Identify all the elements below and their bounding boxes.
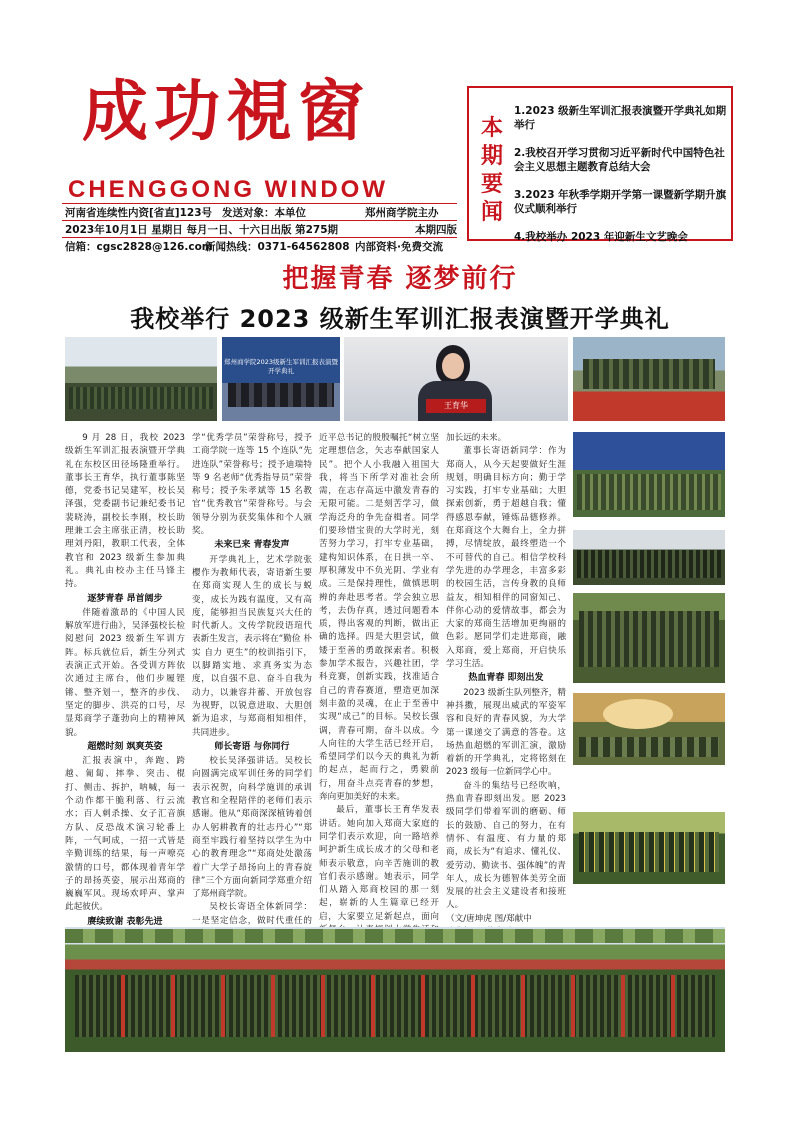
masthead-info-line-2 — [65, 222, 457, 237]
headline-item[interactable]: 3.2023 年秋季学期开学第一课暨新学期升旗仪式顺利举行 — [514, 189, 727, 215]
issue-date: 2023年10月1日 星期日 每月一日、十六日出版 第275期 — [65, 224, 339, 236]
photo-march-formation — [573, 530, 725, 585]
article-column-2 — [192, 432, 312, 926]
article-paragraph: 董事长寄语新同学：作为郑商人，从今天起要做好生涯规划，明确目标方向；勤于学习实践，打牢专业基础；大胆探索创新，勇于超越自我；懂得感恩奉献，锤炼品德修养。在郑商这个大舞台上，全力拼搏，尽情绽放，最终塑造一个不可替代的自己。相信学校科学先进的办学理念，丰富多彩的校园生活，言传身教的良师益友，相知相伴的同窗知己、伴你心动的爱情故事，都会为大家的郑商生活增加更绚丽的色彩。愿同学们走进郑商，融入郑商，爱上郑商，开启快乐学习生活。 — [446, 446, 566, 670]
photo-panorama-formation — [65, 927, 725, 1052]
email: 信箱：cgsc2828@126.com — [65, 241, 213, 253]
article-column-4 — [446, 432, 566, 922]
headline-item[interactable]: 2.我校召开学习贯彻习近平新时代中国特色社会主义思想主题教育总结大会 — [514, 147, 725, 173]
masthead-english: CHENGGONG WINDOW — [68, 176, 388, 203]
section-heading: 师长寄语 与你同行 — [214, 741, 290, 752]
photo-award-ceremony — [573, 337, 725, 421]
article-column-3 — [319, 432, 439, 922]
article-paragraph: 伴随着激昂的《中国人民解放军进行曲》，吴泽强校长检阅慰问 2023 级新生军训方阵。标兵就位后，新生分列式表演正式开始。各受训方阵依次通过主席台，他们步履铿锵、整齐划一，整齐的步伐、坚定的脚步、洪亮的口号，尽显郑商学子蓬勃向上的精神风貌。 — [65, 607, 185, 738]
article-paragraph: 加长远的未来。 — [446, 433, 507, 443]
article-paragraph: 奋斗的集结号已经吹响，热血青春即刻出发。愿 2023 级同学们带着军训的磨砺、师长的鼓励、自己的努力，在有情怀、有温度、有力量的郑商，成长为“有追求、懂礼仪、爱劳动、勤读书、强体魄”的青年人，成长为德智体美劳全面发展的社会主义建设者和接班人。 — [446, 780, 566, 911]
internal-note: 内部资料·免费交流 — [355, 241, 443, 253]
article-paragraph: 开学典礼上，艺术学院张櫻作为教师代表，寄语新生要在郑商实现人生的成长与蜕变，成长为践有温度，又有高度，能够担当民族复兴大任的时代新人。文传学院段语瑄代表新生发言，表示将在“勤俭 朴实 自力 更生”的校训指引下，以脚踏实地、求真务实为态度，以自强不息、奋斗自我为动力，以兼容并蓄、开放包容为视野，以锐意进取、大胆创新为追求，与郑商相知相伴，共同进步。 — [192, 554, 312, 738]
masthead-rule-3 — [62, 237, 457, 238]
page-count: 本期四版 — [415, 224, 457, 236]
section-heading: 热血青春 即刻出发 — [468, 673, 544, 684]
photo-flag-troops — [573, 593, 725, 683]
article-paragraph: 最后，董事长王育华发表讲话。她向加入郑商大家庭的同学们表示欢迎，向一路培养呵护新生成长成才的父母和老师表示敬意，向辛苦施训的教官们表示感谢。她表示，同学们从踏入郑商校园的那一刻起，崭新的人生篇章已经开启，大家要立足新起点，面向 — [319, 805, 439, 922]
publication-permit: 河南省连续性内资[省直]123号 — [65, 207, 213, 219]
photo-speaker — [344, 337, 568, 421]
photo-stage-troops — [573, 432, 725, 517]
photo-drill-smoke — [573, 693, 725, 765]
stage-banner-text: 郑州商学院2023级新生军训汇报表演暨开学典礼 — [223, 358, 339, 375]
article-paragraph: 2023 级新生队列整齐，精神抖擞，展现出威武的军姿军容和良好的青春风貌，为大学第一课递交了满意的答卷。这场热血超燃的军训汇演，激励着新的开学典礼，定将铭刻在 2023 级每一位新同学心中。 — [446, 687, 566, 778]
article-column-1 — [65, 432, 185, 927]
masthead-rule-1 — [62, 203, 457, 204]
headline-item[interactable]: 1.2023 级新生军训汇报表演暨开学典礼如期举行 — [514, 105, 727, 131]
section-heading: 未来已来 青春发声 — [214, 540, 290, 551]
article-paragraph: 9 月 28 日，我校 2023 级新生军训汇报表演暨开学典礼在东校区田径场隆重举行。董事长王育华，执行董事陈坚德，党委书记吴建军，校长吴泽强，党委副书记兼纪委书记裴晓涛，副校长李刚，校长助理兼工会主席张正清，校长助理刘丹阳，教职工代表，全体教官和 2023 级新生参加典礼。典礼由校办主任马锋主持。 — [65, 433, 185, 590]
headlines-box — [467, 86, 733, 241]
masthead-info-line-3 — [65, 239, 443, 254]
headlines-list — [514, 104, 727, 258]
article-paragraph: 汇报表演中，奔跑、跨越、匍匐、摔拳、突击、棍打、侧击、拆护，呐喊，每一个动作都干脆利落、行云流水；百人刺杀操、女子汇音旗方队、反恐战术演习轮番上阵，一气呵成，一招一式皆是辛勤训练的结果，每一声嘹亮激情的口号，都体现着青年学子的昂扬英姿，展示出郑商的巍巍军风。现场欢呼声、掌声此起彼伏。 — [65, 756, 185, 913]
section-heading: 逐梦青春 昂首阔步 — [87, 593, 163, 604]
masthead-info-line-1 — [65, 205, 439, 220]
masthead-title: 成功視窗 — [82, 72, 370, 150]
masthead-rule-2 — [62, 220, 457, 221]
photo-bayonet-drill — [573, 812, 725, 884]
photo-credit: （文/唐坤虎 图/郑献中 — [446, 913, 532, 924]
photo-stage-leaders — [222, 337, 340, 421]
article-kicker: 把握青春 逐梦前行 — [282, 264, 518, 294]
article-title: 我校举行 2023 级新生军训汇报表演暨开学典礼 — [130, 305, 670, 333]
news-hotline: 新闻热线：0371-64562808 — [205, 241, 350, 253]
article-paragraph: 学“优秀学员”荣誉称号，授予工商学院一连等 15 个连队“先进连队”荣誉称号；授予迪瑞特等 9 名老师“优秀指导员”荣誉称号；授予朱孝斌等 15 名教官“优秀教官”荣誉称号。与会领导分别为获奖集体和个人颁奖。 — [192, 433, 312, 537]
headlines-label: 本期要闻 — [481, 115, 504, 225]
nameplate: 王育华 — [426, 399, 486, 413]
section-heading: 超燃时刻 飒爽英姿 — [87, 741, 163, 752]
headline-item[interactable]: 4.我校举办 2023 年迎新生文艺晚会 — [514, 231, 688, 243]
sponsor: 郑州商学院主办 — [365, 207, 439, 219]
photo-troops-field — [65, 337, 217, 421]
article-paragraph: 校长吴泽强讲话。吴校长向圆满完成军训任务的同学们表示祝贺，向科学施训的承训教官和全程陪伴的老师们表示感谢。他从“郑商深深植铸着创办人躬耕教育的壮志丹心”“郑商至牢践行着坚持以学生为中心的教育理念”“郑商处处激荡着广大学子昂扬向上的青春旋律”三个方面向新同学郑重介绍了郑州商学院。 — [192, 756, 312, 900]
article-paragraph: 吴校长寄语全体新同学：一是坚定信念，做时代重任的 — [192, 902, 312, 926]
send-target: 发送对象：本单位 — [222, 207, 306, 219]
article-paragraph: 近平总书记的殷殷嘱托“树立坚定理想信念，矢志奉献国家人民”。把个人小我融入祖国大我，将当下所学对准社会所需，在志存高远中激发青春的无限可能。二是刻苦学习，做学海泛舟的争先奋楫者。同学们要珍惜宝贵的大学时光，刻苦努力学习，打牢专业基础，建构知识体系，在日拱一卒、厚积薄发中不负光阴、学业有成。三是保持理性，做慎思明辨的奔赴思考者。学会独立思考，去伪存真，透过问题看本质，得出客观的判断，做出正确的选择。四是大胆尝试，做矮于至善的勇敢探索者。积极参加学术报告，兴趣社团，学科竞赛，创新实践，找准适合自己的青春赛道，塑造更加深刻丰盈的灵魂，在止于至善中实现“成己”的目标。吴校长强调，青春可期，奋斗以成。今人向往的大学生活已经开启，希望同学们以今天的典礼为新的起点，起而行之，勇毅前行，用奋斗点亮青春的梦想，奔向更加美好的未来。 — [319, 433, 439, 803]
section-heading: 赓续致谢 表彰先进 — [87, 916, 163, 927]
